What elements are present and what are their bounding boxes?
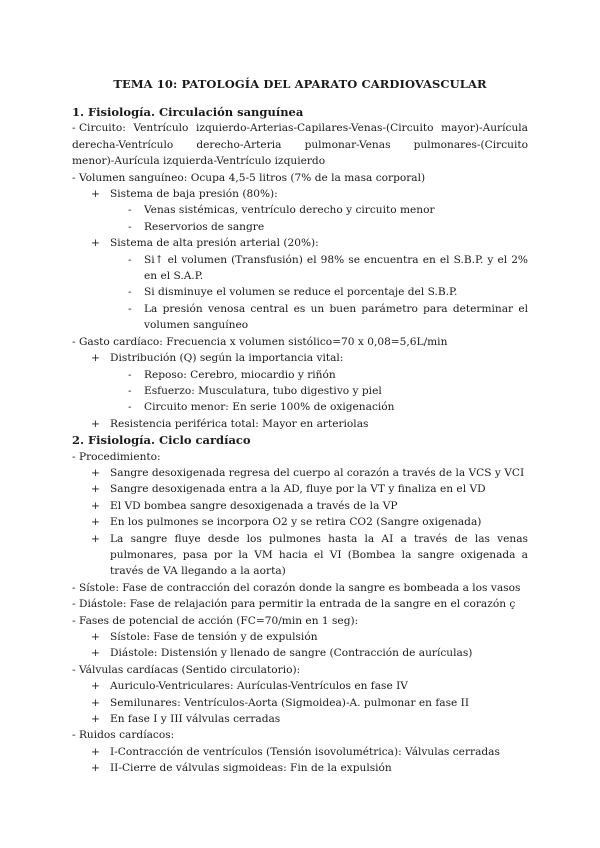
dash-bullet: - bbox=[128, 401, 132, 414]
list-item: - La presión venosa central es un buen parámetro para determinar el volumen sanguíneo bbox=[128, 302, 528, 332]
list-item: + Sístole: Fase de tensión y de expulsión bbox=[72, 629, 528, 645]
dash-bullet: - bbox=[128, 204, 132, 217]
list-item: - Reservorios de sangre bbox=[72, 219, 528, 235]
circuito-line-1: - Circuito: Ventrículo izquierdo-Arterias-Capilares-Venas-(Circuito mayor)-Aurícula bbox=[72, 122, 528, 135]
plus-bullet: + bbox=[91, 745, 100, 758]
list-item: + En los pulmones se incorpora O2 y se retira CO2 (Sangre oxigenada) bbox=[72, 514, 528, 530]
gasto-cardiaco: - Gasto cardíaco: Frecuencia x volumen sistólico=70 x 0,08=5,6L/min bbox=[72, 335, 448, 348]
fases-label: - Fases de potencial de acción (FC=70/min en 1 seg): bbox=[72, 614, 359, 627]
document-content bbox=[72, 104, 528, 777]
plus-bullet: + bbox=[91, 499, 100, 512]
list-item-resistencia: + Resistencia periférica total: Mayor en arteriolas bbox=[72, 416, 528, 432]
list-item: + Sangre desoxigenada regresa del cuerpo al corazón a través de la VCS y VCI bbox=[72, 465, 528, 481]
list-item: - Si disminuye el volumen se reduce el porcentaje del S.B.P. bbox=[72, 284, 528, 300]
circuito-line-3: menor)-Aurícula izquierda-Ventrículo izquierdo bbox=[72, 155, 326, 168]
list-item: - Esfuerzo: Musculatura, tubo digestivo y piel bbox=[72, 383, 528, 399]
plus-bullet: + bbox=[91, 237, 100, 250]
dash-bullet: - bbox=[128, 253, 132, 266]
plus-bullet: + bbox=[91, 696, 100, 709]
dash-bullet: - bbox=[128, 286, 132, 299]
plus-bullet: + bbox=[91, 713, 100, 726]
sistole-definition: - Sístole: Fase de contracción del corazón donde la sangre es bombeada a los vasos bbox=[72, 581, 521, 594]
dash-bullet: - bbox=[128, 302, 132, 315]
plus-bullet: + bbox=[91, 516, 100, 529]
valvulas-label: - Válvulas cardíacas (Sentido circulatorio): bbox=[72, 663, 301, 676]
plus-bullet: + bbox=[91, 680, 100, 693]
list-item: + II-Cierre de válvulas sigmoideas: Fin de la expulsión bbox=[72, 760, 528, 776]
list-item: - Venas sistémicas, ventrículo derecho y circuito menor bbox=[72, 202, 528, 218]
plus-bullet: + bbox=[91, 647, 100, 660]
list-item: + Semilunares: Ventrículos-Aorta (Sigmoidea)-A. pulmonar en fase II bbox=[72, 695, 528, 711]
plus-bullet: + bbox=[91, 762, 100, 775]
list-item: + I-Contracción de ventrículos (Tensión isovolumétrica): Válvulas cerradas bbox=[72, 744, 528, 760]
list-item: + Auriculo-Ventriculares: Aurículas-Ventrículos en fase IV bbox=[72, 678, 528, 694]
list-item: + La sangre fluye desde los pulmones hasta la AI a través de las venas pulmonares, pasa por la VM hacia el VI (Bombea la sangre oxigenada a través de VA llegando a la aorta) bbox=[91, 532, 528, 578]
list-item: + En fase I y III válvulas cerradas bbox=[72, 711, 528, 727]
list-item: - Circuito menor: En serie 100% de oxigenación bbox=[72, 399, 528, 415]
list-item-baja-presion: + Sistema de baja presión (80%): bbox=[72, 186, 528, 202]
list-item-distribucion: + Distribución (Q) según la importancia vital: bbox=[72, 350, 528, 366]
volumen-sanguineo: - Volumen sanguíneo: Ocupa 4,5-5 litros (7% de la masa corporal) bbox=[72, 171, 426, 184]
dash-bullet: - bbox=[128, 220, 132, 233]
document-title: TEMA 10: PATOLOGÍA DEL APARATO CARDIOVASCULAR bbox=[113, 77, 487, 91]
plus-bullet: + bbox=[91, 466, 100, 479]
list-item: + El VD bombea sangre desoxigenada a través de la VP bbox=[72, 498, 528, 514]
dash-bullet: - bbox=[128, 384, 132, 397]
section-heading-fisiologia-circulacion: 1. Fisiología. Circulación sanguínea bbox=[72, 105, 304, 119]
plus-bullet: + bbox=[91, 352, 100, 365]
list-item: + Sangre desoxigenada entra a la AD, fluye por la VT y finaliza en el VD bbox=[72, 481, 528, 497]
dash-bullet: - bbox=[128, 368, 132, 381]
plus-bullet: + bbox=[91, 417, 100, 430]
plus-bullet: + bbox=[91, 631, 100, 643]
ruidos-label: - Ruidos cardíacos: bbox=[72, 729, 175, 742]
section-heading-ciclo-cardiaco: 2. Fisiología. Ciclo cardíaco bbox=[72, 433, 251, 448]
diastole-definition: - Diástole: Fase de relajación para permitir la entrada de la sangre en el corazón ç bbox=[72, 598, 516, 611]
plus-bullet: + bbox=[91, 483, 100, 496]
list-item: + Diástole: Distensión y llenado de sangre (Contracción de aurículas) bbox=[72, 645, 528, 661]
procedimiento-label: - Procedimiento: bbox=[72, 450, 161, 463]
list-item: - Reposo: Cerebro, miocardio y riñón bbox=[72, 367, 528, 383]
plus-bullet: + bbox=[91, 532, 100, 545]
circuito-line-2: derecha-Ventrículo derecho-Arteria pulmonar-Venas pulmonares-(Circuito bbox=[72, 138, 528, 151]
list-item: - Si↑ el volumen (Transfusión) el 98% se encuentra en el S.B.P. y el 2% en el S.A.P. bbox=[128, 253, 528, 283]
plus-bullet: + bbox=[91, 188, 100, 201]
list-item-alta-presion: + Sistema de alta presión arterial (20%): bbox=[72, 235, 528, 251]
